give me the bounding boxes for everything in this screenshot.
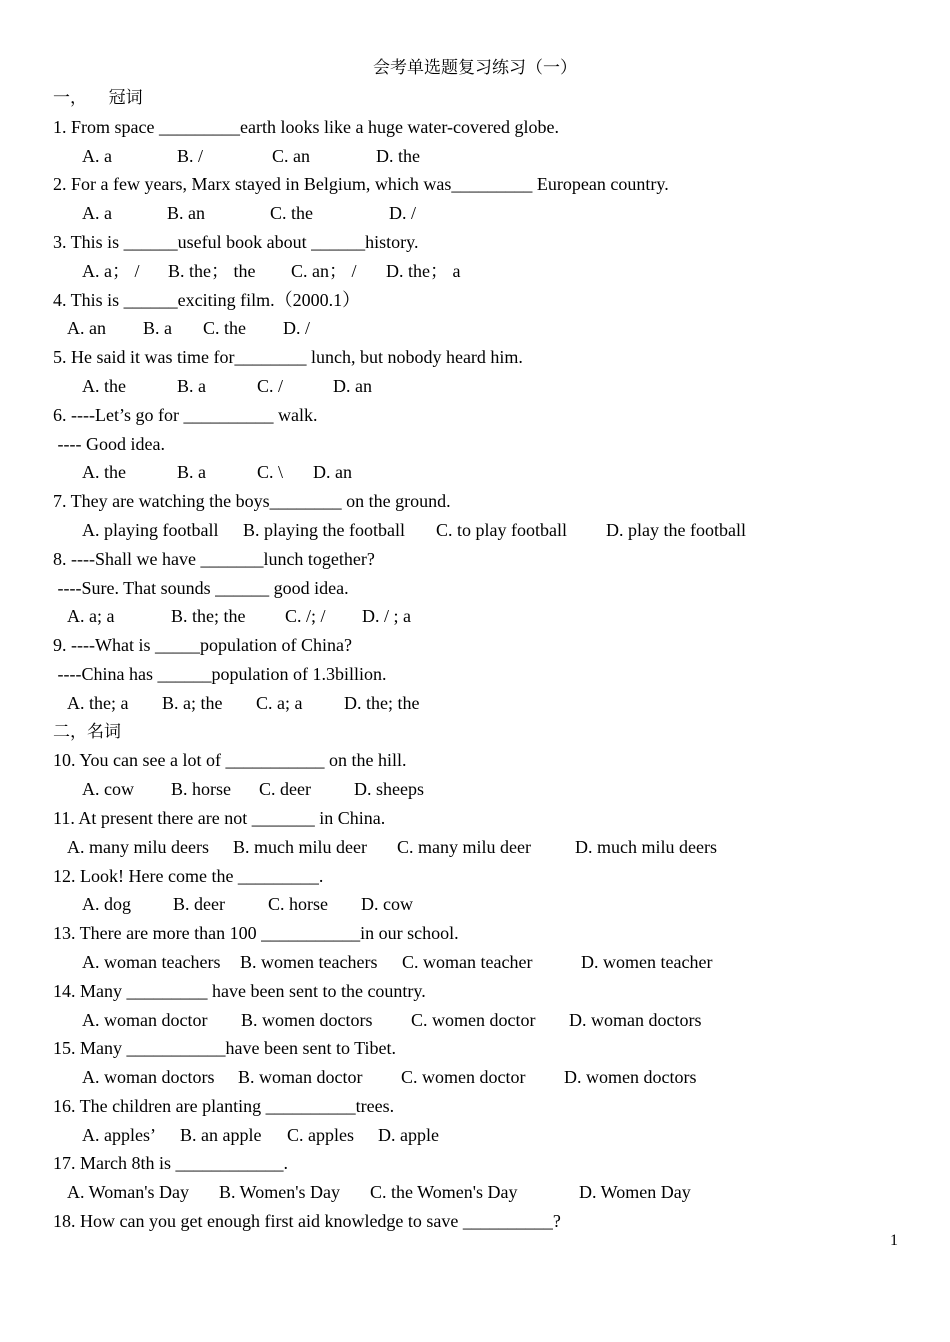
page-title: 会考单选题复习练习（一） <box>373 58 577 78</box>
option-a: A. the; a <box>67 692 129 713</box>
question-5: 5. He said it was time for________ lunch, but nobody heard him. <box>53 347 523 368</box>
question-16: 16. The children are planting __________trees. <box>53 1095 395 1116</box>
option-b: B. horse <box>171 779 231 800</box>
question-8: 8. ----Shall we have _______lunch together? <box>53 548 375 569</box>
options-8 <box>53 602 913 631</box>
question-18: 18. How can you get enough first aid knowledge to save __________? <box>53 1211 561 1232</box>
section-heading-nouns: 二，名词 <box>53 721 121 742</box>
option-a: A. a <box>82 203 112 224</box>
option-d: D. the; the <box>344 692 420 713</box>
option-a: A. playing football <box>82 519 219 540</box>
option-a: A. a <box>82 145 112 166</box>
option-d: D. apple <box>378 1124 439 1145</box>
question-13: 13. There are more than 100 ___________in our school. <box>53 923 459 944</box>
question-15: 15. Many ___________have been sent to Tibet. <box>53 1038 396 1059</box>
option-b: B. deer <box>173 894 225 915</box>
option-d: D. women doctors <box>564 1067 697 1088</box>
section-heading-articles: 一， 冠词 <box>53 88 143 108</box>
question-8-reply: ----Sure. That sounds ______ good idea. <box>53 577 349 598</box>
option-d: D. the； a <box>386 260 461 281</box>
option-c: C. many milu deer <box>397 836 531 857</box>
option-d: D. / ; a <box>362 606 411 627</box>
option-a: A. dog <box>82 894 131 915</box>
option-b: B. Women's Day <box>219 1182 340 1203</box>
options-14 <box>53 1006 913 1035</box>
option-b: B. much milu deer <box>233 836 367 857</box>
option-a: A. woman doctor <box>82 1009 208 1030</box>
option-a: A. Woman's Day <box>67 1182 189 1203</box>
option-c: C. an <box>272 145 310 166</box>
option-c: C. women doctor <box>401 1067 526 1088</box>
question-1: 1. From space _________earth looks like a huge water-covered globe. <box>53 116 559 137</box>
option-b: B. a; the <box>162 692 223 713</box>
option-a: A. woman doctors <box>82 1067 215 1088</box>
option-d: D. cow <box>361 894 413 915</box>
option-b: B. playing the football <box>243 519 405 540</box>
options-15 <box>53 1063 913 1092</box>
options-4 <box>53 314 913 343</box>
option-d: D. an <box>313 462 352 483</box>
options-10 <box>53 775 913 804</box>
option-c: C. the <box>203 318 246 339</box>
question-12: 12. Look! Here come the _________. <box>53 865 324 886</box>
option-a: A. woman teachers <box>82 951 221 972</box>
page-number: 1 <box>890 1232 898 1249</box>
option-b: B. woman doctor <box>238 1067 363 1088</box>
option-c: C. the Women's Day <box>370 1182 518 1203</box>
option-b: B. a <box>177 375 206 396</box>
option-b: B. / <box>177 145 204 166</box>
document-body <box>53 84 913 1236</box>
option-d: D. Women Day <box>579 1182 691 1203</box>
option-b: B. a <box>143 318 172 339</box>
question-9-reply: ----China has ______population of 1.3billion. <box>53 663 387 684</box>
option-c: C. deer <box>259 779 311 800</box>
option-b: B. women teachers <box>240 951 378 972</box>
question-7: 7. They are watching the boys________ on the ground. <box>53 491 451 512</box>
options-13 <box>53 948 913 977</box>
question-17: 17. March 8th is ____________. <box>53 1153 288 1174</box>
options-12 <box>53 890 913 919</box>
options-5 <box>53 372 913 401</box>
option-b: B. a <box>177 462 206 483</box>
option-b: B. the; the <box>171 606 246 627</box>
options-2 <box>53 199 913 228</box>
option-c: C. a; a <box>256 692 303 713</box>
option-d: D. / <box>389 203 416 224</box>
options-17 <box>53 1178 913 1207</box>
question-4: 4. This is ______exciting film.（2000.1） <box>53 289 361 310</box>
option-d: D. an <box>333 375 372 396</box>
option-b: B. an <box>167 203 205 224</box>
question-11: 11. At present there are not _______ in China. <box>53 807 386 828</box>
option-a: A. the <box>82 375 126 396</box>
option-c: C. to play football <box>436 519 567 540</box>
options-6 <box>53 458 913 487</box>
question-3: 3. This is ______useful book about ______history. <box>53 231 419 252</box>
question-10: 10. You can see a lot of ___________ on the hill. <box>53 750 407 771</box>
question-9: 9. ----What is _____population of China? <box>53 635 352 656</box>
question-2: 2. For a few years, Marx stayed in Belgium, which was_________ European country. <box>53 174 669 195</box>
option-a: A. a; a <box>67 606 115 627</box>
option-b: B. an apple <box>180 1124 262 1145</box>
option-c: C. an； / <box>291 260 357 281</box>
option-c: C. / <box>257 375 284 396</box>
option-a: A. many milu deers <box>67 836 209 857</box>
options-1 <box>53 142 913 171</box>
options-16 <box>53 1121 913 1150</box>
option-d: D. play the football <box>606 519 746 540</box>
question-14: 14. Many _________ have been sent to the country. <box>53 980 426 1001</box>
option-c: C. women doctor <box>411 1009 536 1030</box>
option-d: D. women teacher <box>581 951 713 972</box>
option-c: C. \ <box>257 462 284 483</box>
option-c: C. horse <box>268 894 328 915</box>
options-9 <box>53 689 913 718</box>
option-a: A. the <box>82 462 126 483</box>
question-6: 6. ----Let’s go for __________ walk. <box>53 404 318 425</box>
option-b: B. the； the <box>168 260 256 281</box>
option-a: A. apples’ <box>82 1124 156 1145</box>
option-d: D. sheeps <box>354 779 424 800</box>
option-a: A. a； / <box>82 260 140 281</box>
option-d: D. / <box>283 318 310 339</box>
option-a: A. cow <box>82 779 134 800</box>
option-c: C. the <box>270 203 313 224</box>
question-6-reply: ---- Good idea. <box>53 433 165 454</box>
option-c: C. /; / <box>285 606 326 627</box>
options-7 <box>53 516 913 545</box>
option-d: D. the <box>376 145 420 166</box>
option-d: D. woman doctors <box>569 1009 702 1030</box>
option-d: D. much milu deers <box>575 836 717 857</box>
option-c: C. woman teacher <box>402 951 533 972</box>
options-3 <box>53 257 913 286</box>
options-11 <box>53 833 913 862</box>
option-c: C. apples <box>287 1124 354 1145</box>
option-b: B. women doctors <box>241 1009 373 1030</box>
option-a: A. an <box>67 318 106 339</box>
